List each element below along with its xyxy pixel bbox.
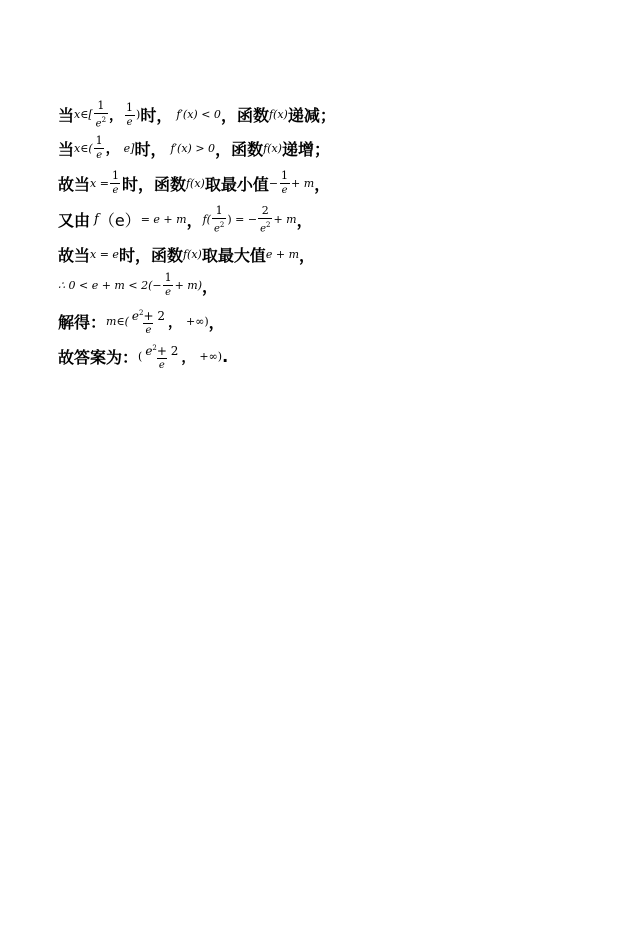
- text: ，函数: [215, 139, 264, 159]
- fraction: $\frac{1}{e}$: [281, 169, 289, 196]
- math-interval: m∈( $\frac{e^2+ 2}{e}$ ， +∞): [106, 309, 209, 336]
- math-expr: f(x): [263, 141, 282, 155]
- fraction: $\frac{1}{e}$: [126, 100, 134, 128]
- solution-line-1: [58, 100, 336, 129]
- text: （e）: [98, 211, 141, 231]
- math-expr: f′(x) < 0: [176, 108, 221, 122]
- text: 故当: [58, 174, 91, 194]
- text: 故当: [58, 246, 91, 265]
- text: 当: [58, 106, 75, 126]
- math-expr: f(x): [182, 248, 202, 261]
- text: .: [222, 347, 229, 366]
- math-expr: − $\frac{1}{e}$ + m: [268, 169, 315, 196]
- fraction: $\frac{1}{e^2}$: [213, 204, 225, 235]
- math-expr: f(x): [268, 108, 288, 122]
- text: 时，函数: [118, 246, 183, 265]
- math-expr: f(x): [185, 176, 205, 190]
- text: 取最小值: [204, 174, 269, 194]
- math-interval: x∈( $\frac{1}{e}$ ， e]: [74, 134, 135, 161]
- solution-line-5: [58, 243, 315, 266]
- text: ，函数: [220, 106, 269, 126]
- text: 当: [58, 139, 75, 159]
- math-expr: = e + m: [140, 213, 187, 227]
- solution-line-3: [58, 170, 330, 196]
- math-expr: f( $\frac{1}{e^2}$ ) = − $\frac{2}{e^2}$ + m: [202, 204, 297, 235]
- math-expr: e + m: [265, 248, 299, 261]
- text: ，: [186, 211, 203, 231]
- math-expr: f′(x) > 0: [170, 141, 216, 155]
- text: 递增；: [281, 139, 330, 159]
- solution-line-4: [58, 205, 313, 234]
- fraction: $\frac{e^2+ 2}{e}$: [131, 309, 165, 336]
- text: 时，: [140, 106, 173, 126]
- math-expr: x = e: [90, 248, 119, 261]
- text: ，: [299, 246, 316, 265]
- solution-line-2: [58, 135, 330, 161]
- text: 时，: [134, 139, 167, 159]
- solution-line-7: [58, 307, 225, 336]
- fraction: $\frac{2}{e^2}$: [260, 204, 271, 235]
- math-expr: x = $\frac{1}{e}$: [90, 169, 119, 196]
- solution-line-8: [58, 342, 228, 371]
- fraction: $\frac{1}{e}$: [111, 169, 119, 196]
- text: 解得：: [58, 313, 107, 332]
- text: 时，函数: [121, 174, 186, 194]
- text: 又由: [58, 211, 91, 231]
- math-expr: f: [94, 212, 99, 228]
- fraction: $\frac{1}{e}$: [164, 271, 172, 298]
- math-expr: ∴ 0 < e + m < 2(− $\frac{1}{e}$ + m): [58, 271, 203, 298]
- text: 故答案为：: [58, 348, 139, 367]
- math-interval: ( $\frac{e^2+ 2}{e}$ ， +∞): [138, 344, 223, 371]
- fraction: $\frac{1}{e^2}$: [95, 99, 107, 130]
- math-interval: x∈[ $\frac{1}{e^2}$ ， $\frac{1}{e}$ ): [74, 99, 141, 130]
- text: ，: [314, 174, 331, 194]
- fraction: $\frac{e^2+ 2}{e}$: [145, 344, 179, 371]
- text: 取最大值: [201, 246, 266, 265]
- text: ，: [296, 211, 313, 231]
- text: 递减；: [287, 106, 336, 126]
- text: ，: [202, 276, 219, 296]
- solution-line-6: [58, 272, 218, 298]
- text: ，: [208, 313, 225, 332]
- fraction: $\frac{1}{e}$: [95, 134, 103, 161]
